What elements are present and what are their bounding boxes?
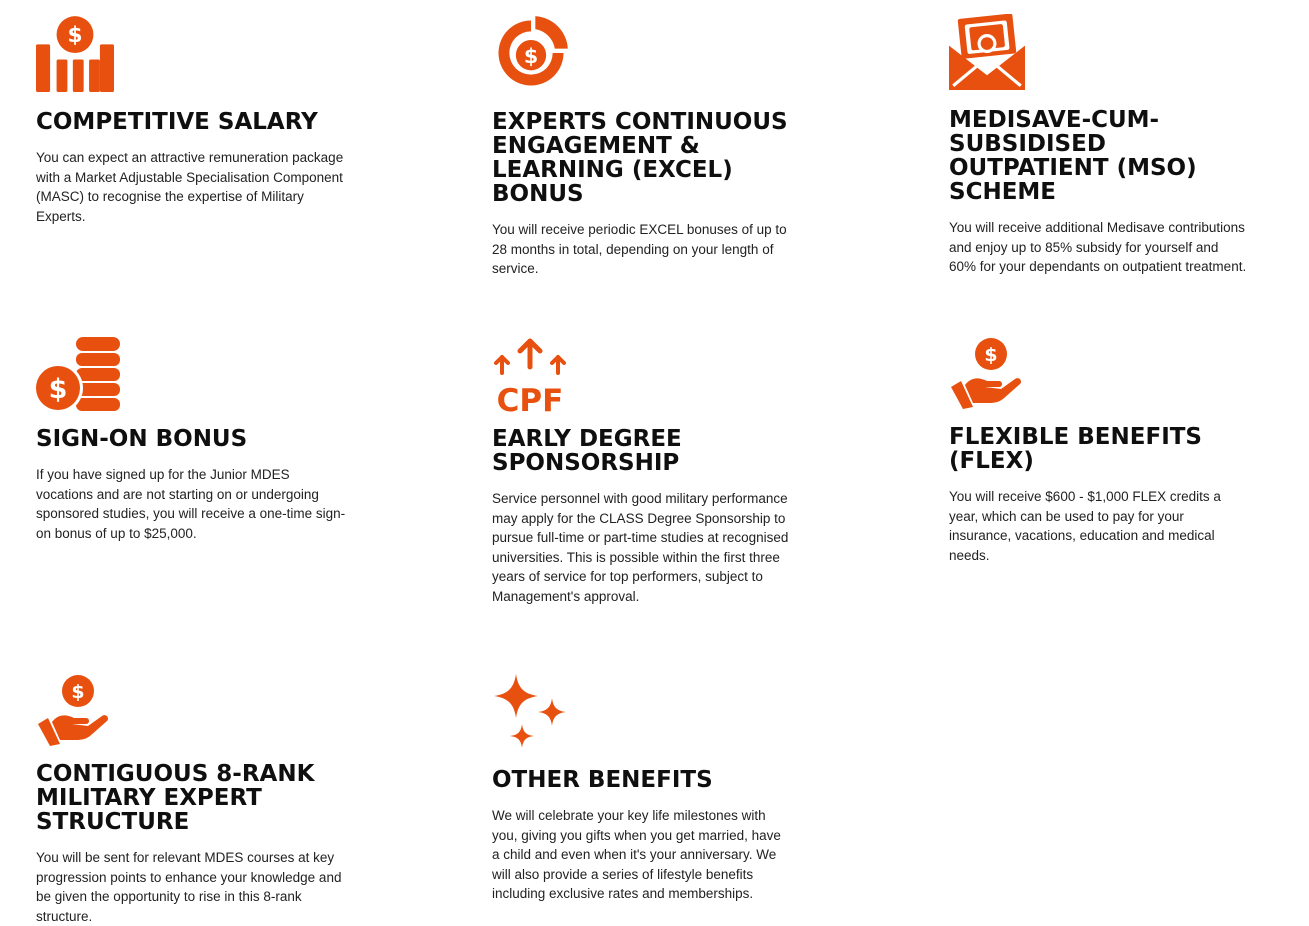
benefit-description: Service personnel with good military performance may apply for the CLASS Degree Sponsorship to pursue full-time or part-time studies at recognised universities. This is possible within the first three years of service for top performers, subject to Management's approval.: [492, 491, 789, 604]
benefit-early-degree-sponsorship: [492, 337, 792, 607]
svg-text:$: $: [71, 681, 85, 703]
svg-text:$: $: [523, 43, 539, 68]
benefit-flex: [949, 337, 1249, 565]
coin-progress-icon: [492, 14, 792, 92]
benefit-title: CONTIGUOUS 8-RANK MILITARY EXPERT STRUCTURE: [36, 761, 315, 835]
svg-text:$: $: [48, 374, 68, 405]
hand-coin-icon: [36, 674, 346, 746]
svg-text:$: $: [984, 344, 998, 366]
benefit-other-benefits: [492, 674, 792, 904]
benefit-title: SIGN-ON BONUS: [36, 426, 248, 452]
benefit-competitive-salary: [36, 14, 346, 226]
benefit-8-rank-structure: [36, 674, 346, 926]
sparkles-icon: [492, 674, 792, 752]
benefit-title: EARLY DEGREE SPONSORSHIP: [492, 426, 682, 476]
svg-text:$: $: [67, 23, 83, 49]
benefit-description: You will receive additional Medisave contributions and enjoy up to 85% subsidy for yourself and 60% for your dependants on outpatient treatment.: [949, 220, 1247, 275]
benefit-sign-on-bonus: [36, 337, 346, 543]
benefit-mso-scheme: [949, 14, 1249, 277]
benefit-description: If you have signed up for the Junior MDES vocations and are not starting on or undergoing sponsored studies, you will receive a one-time sign-on bonus of up to $25,000.: [36, 467, 346, 541]
benefit-description: We will celebrate your key life milestones with you, giving you gifts when you get married, have a child and even when it's your anniversary. We will also provide a series of lifestyle benefits including exclusive rates and memberships.: [492, 808, 781, 902]
benefit-description: You can expect an attractive remuneration package with a Market Adjustable Specialisation Component (MASC) to recognise the expertise of Military Experts.: [36, 150, 344, 224]
benefit-title: FLEXIBLE BENEFITS (FLEX): [949, 424, 1202, 474]
benefit-description: You will be sent for relevant MDES courses at key progression points to enhance your knowledge and be given the opportunity to rise in this 8-rank structure.: [36, 850, 342, 924]
benefit-excel-bonus: [492, 14, 792, 279]
medical-envelope-icon: [949, 14, 1249, 90]
benefit-description: You will receive $600 - $1,000 FLEX credits a year, which can be used to pay for your insurance, vacations, education and medical needs.: [949, 489, 1221, 563]
salary-bar-chart-icon: [36, 14, 346, 92]
benefit-title: COMPETITIVE SALARY: [36, 109, 318, 135]
cpf-icon-text: CPF: [496, 383, 564, 413]
cpf-arrows-icon: [492, 337, 792, 413]
benefit-title: EXPERTS CONTINUOUS ENGAGEMENT & LEARNING (EXCEL) BONUS: [492, 109, 788, 207]
benefit-title: OTHER BENEFITS: [492, 767, 713, 793]
hand-coin-icon: [949, 337, 1249, 409]
benefit-title: MEDISAVE-CUM-SUBSIDISED OUTPATIENT (MSO) SCHEME: [949, 107, 1197, 205]
benefit-description: You will receive periodic EXCEL bonuses of up to 28 months in total, depending on your length of service.: [492, 222, 787, 277]
coin-stack-icon: [36, 337, 346, 413]
